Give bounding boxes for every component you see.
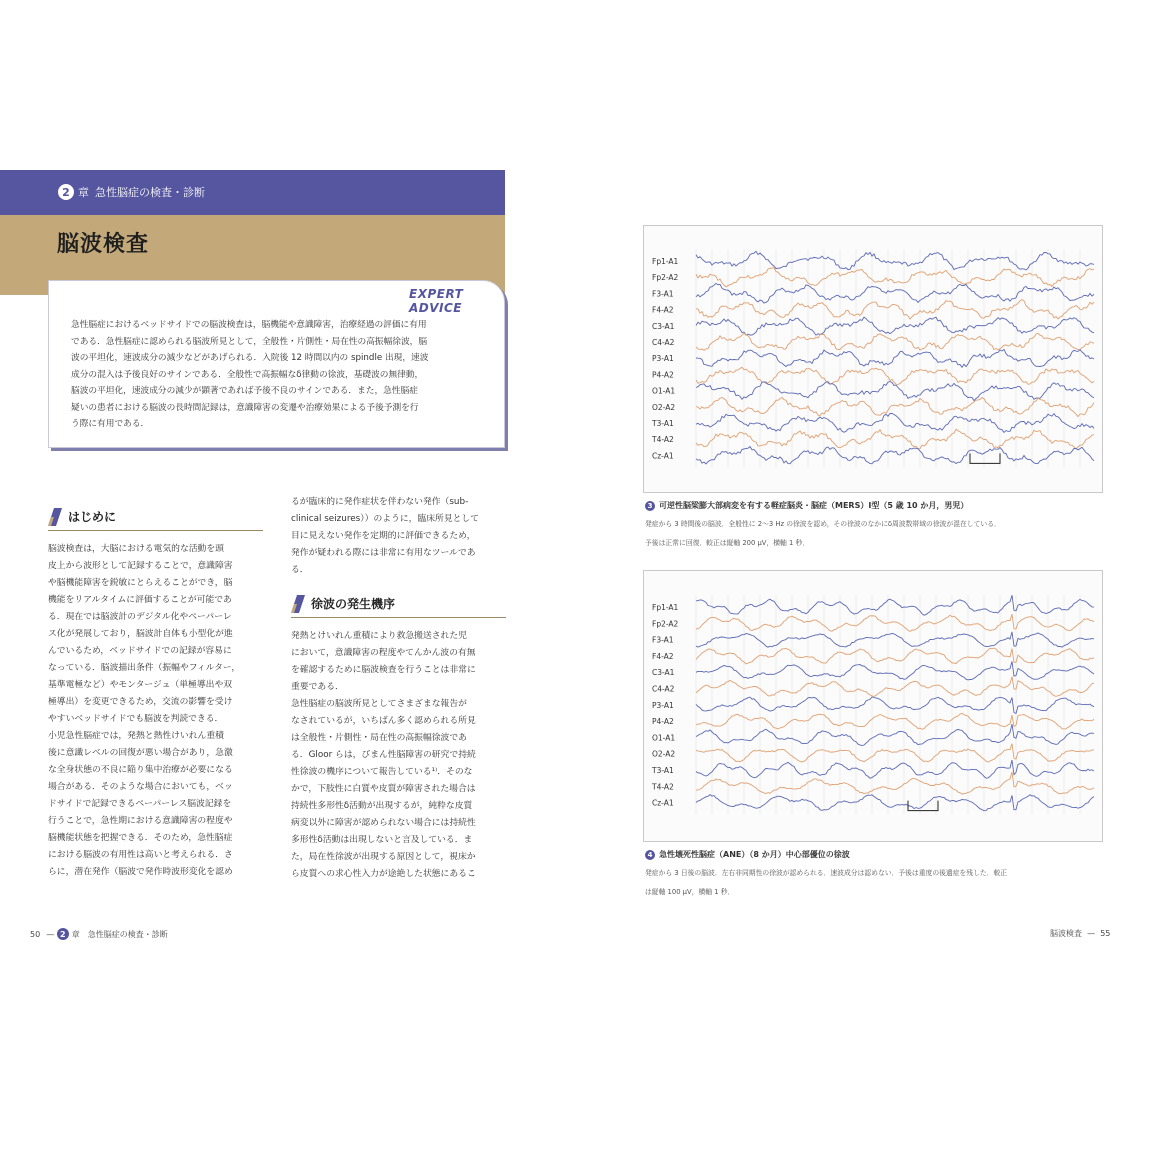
eeg-trace xyxy=(696,724,1094,745)
body-line: らに，潜在発作（脳波で発作時波形変化を認め xyxy=(48,867,233,877)
channel-label: T3-A1 xyxy=(652,419,674,428)
figure-caption-text xyxy=(645,867,1105,898)
advice-line: である．急性脳症に認められる脳波所見として，全般性・片側性・局在性の高振幅徐波，脳 xyxy=(71,336,428,347)
channel-label: F3-A1 xyxy=(652,289,674,299)
chapter-band xyxy=(0,170,505,215)
channel-label: Cz-A1 xyxy=(652,451,674,461)
body-line: を確認するために脳波検査を行うことは非常に xyxy=(291,665,476,675)
footer-right: 脳波検査 — 55 xyxy=(1050,929,1111,938)
expert-advice-box xyxy=(48,280,505,448)
channel-label: F4-A2 xyxy=(652,305,674,315)
eeg-trace xyxy=(696,713,1094,729)
advice-line: 急性脳症におけるベッドサイドでの脳波検査は，脳機能や意識障害，治療経過の評価に有用 xyxy=(71,320,427,330)
eeg-trace xyxy=(696,595,1094,615)
figure-caption-1 xyxy=(645,500,1105,555)
body-line: 急性脳症の脳波所見としてさまざまな報告が xyxy=(291,699,467,709)
advice-line: 波の平坦化，速波成分の減少などがあげられる．入院後 12 時間以内の spindle 出現，速波 xyxy=(71,353,429,363)
body-line: る． xyxy=(291,565,309,575)
body-line: における脳波の有用性は高いと考えられる．さ xyxy=(48,850,233,860)
channel-label: F3-A1 xyxy=(652,635,674,645)
eeg-trace xyxy=(696,300,1094,319)
figure-caption-title: 可逆性脳梁膨大部病変を有する軽症脳炎・脳症（MERS）Ⅰ型（5 歳 10 か月，男児） xyxy=(659,501,969,510)
footer-section-label: 脳波検査 xyxy=(1050,929,1082,938)
left-column xyxy=(48,504,263,881)
eeg-trace xyxy=(696,760,1094,778)
eeg-trace xyxy=(696,398,1094,417)
eeg-trace xyxy=(696,382,1094,401)
channel-label: P3-A1 xyxy=(652,354,674,364)
body-line: た，局在性徐波が出現する原因として，視床か xyxy=(291,852,476,862)
channel-label: P4-A2 xyxy=(652,370,674,380)
body-line: 小児急性脳症では，発熱と熱性けいれん重積 xyxy=(48,731,224,741)
section-marker-icon xyxy=(48,508,62,526)
channel-label: O2-A2 xyxy=(652,402,676,412)
body-line: 発作が疑われる際には非常に有用なツールであ xyxy=(291,548,476,558)
channel-label: C3-A1 xyxy=(652,321,675,331)
body-line: 場合がある．そのような場合においても，ベッ xyxy=(48,782,233,792)
caption-line: 予後は正常に回復．較正は縦軸 200 μV，横軸 1 秒． xyxy=(645,538,810,547)
eeg-trace xyxy=(696,317,1094,335)
channel-label: C4-A2 xyxy=(652,338,675,347)
eeg-trace xyxy=(696,349,1094,367)
body-line: るが臨床的に発作症状を伴わない発作（sub- xyxy=(291,497,469,507)
right-column-continuation xyxy=(291,494,506,579)
body-line: かで，下肢性に白質や皮質が障害された場合は xyxy=(291,784,476,794)
channel-label: Fp2-A2 xyxy=(652,619,679,629)
eeg-trace xyxy=(696,447,1094,464)
eeg-trace xyxy=(696,333,1094,350)
body-line: なされているが，いちばん多く認められる所見 xyxy=(291,716,476,726)
body-line: 目に見えない発作を定期的に評価できるため， xyxy=(291,531,476,541)
footer-chapter-badge: 2 xyxy=(57,928,69,940)
channel-label: O2-A2 xyxy=(652,749,676,759)
channel-label: Cz-A1 xyxy=(652,798,674,808)
right-column-body xyxy=(291,628,506,883)
caption-line: は縦軸 100 μV，横軸 1 秒． xyxy=(645,887,735,896)
eeg-traces-1 xyxy=(644,226,1102,492)
body-line: 脳機能状態を把握できる．そのため，急性脳症 xyxy=(48,833,233,843)
channel-label: P4-A2 xyxy=(652,717,674,727)
body-line: 基準電極など）やモンタージュ（単極導出や双 xyxy=(48,680,233,690)
eeg-trace xyxy=(696,413,1094,432)
channel-label: T4-A2 xyxy=(652,782,674,792)
body-line: なっている．脳波描出条件（振幅やフィルター， xyxy=(48,663,241,673)
advice-line: 疑いの患者における脳波の長時間記録は，意識障害の変遷や治療効果による予後予測を行 xyxy=(71,402,419,413)
section-heading-slow-wave xyxy=(291,591,506,618)
body-line: は全般性・片側性・局在性の高振幅徐波であ xyxy=(291,733,467,743)
body-line: 発熱とけいれん重積により救急搬送された児 xyxy=(291,631,467,641)
body-line: 持続性多形性δ活動が出現するが，純粋な皮質 xyxy=(291,801,473,811)
body-line: や脳機能障害を鋭敏にとらえることができ，脳 xyxy=(48,578,233,588)
body-line: において，意識障害の程度やてんかん波の有無 xyxy=(291,648,476,658)
body-line: 重要である． xyxy=(291,682,344,692)
channel-label: P3-A1 xyxy=(652,700,674,710)
right-column xyxy=(291,494,506,883)
body-line: ドサイドで記録できるペーパーレス脳波記録を xyxy=(48,799,232,809)
channel-label: T3-A1 xyxy=(652,766,674,775)
eeg-trace xyxy=(696,697,1094,714)
calibration-bar xyxy=(970,453,1000,463)
eeg-trace xyxy=(696,367,1094,384)
body-line: 極導出）を変更できるため，交流の影響を受け xyxy=(48,697,233,707)
body-line: 皮上から波形として記録することで，意識障害 xyxy=(48,561,233,571)
body-line: 行うことで，急性期における意識障害の程度や xyxy=(48,816,233,826)
channel-label: Fp1-A1 xyxy=(652,603,679,612)
advice-line: う際に有用である． xyxy=(71,419,150,429)
eeg-trace xyxy=(696,429,1094,449)
chapter-number-badge: 2 xyxy=(58,184,74,200)
eeg-trace xyxy=(696,614,1094,631)
body-line: 機能をリアルタイムに評価することが可能であ xyxy=(48,595,232,605)
eeg-trace xyxy=(696,648,1094,664)
body-line: ス化が発展しており，脳波計自体も小型化が進 xyxy=(48,629,233,639)
advice-line: 脳波の平坦化，速波成分の減少が顕著であれば予後不良のサインである．また，急性脳症 xyxy=(71,386,418,396)
eeg-traces-2 xyxy=(644,571,1102,841)
eeg-trace xyxy=(696,268,1094,287)
advice-line: 成分の混入は予後良好のサインである．全般性で高振幅なδ律動の徐波，基礎波の無律動， xyxy=(71,369,424,380)
channel-label: C3-A1 xyxy=(652,668,675,678)
section-heading-intro xyxy=(48,504,263,531)
caption-line: 発症から 3 日後の脳波．左右非同期性の徐波が認められる．速波成分は認めない．予後は重度の後遺症を残した．較正 xyxy=(645,868,1008,877)
eeg-trace xyxy=(696,744,1094,762)
caption-line: 発症から 3 時間後の脳波．全般性に 2～3 Hz の徐波を認め，その徐波のなかにδ周波数帯域の徐波が混在している． xyxy=(645,519,1001,528)
body-line: 多形性δ活動は出現しないと言及している．ま xyxy=(291,835,473,845)
channel-label: Fp2-A2 xyxy=(652,273,679,283)
footer-left: 50 — 2 章 急性脳症の検査・診断 xyxy=(30,929,168,939)
page-number-left: 50 xyxy=(30,929,41,939)
page-title: 脳波検査 xyxy=(57,232,150,257)
channel-label: T4-A2 xyxy=(652,435,674,445)
body-line: ら皮質への求心性入力が途絶した状態にあるこ xyxy=(291,869,476,879)
figure-number-badge: 4 xyxy=(645,850,655,860)
body-line: る．現在では脳波計のデジタル化やペーパーレ xyxy=(48,612,232,622)
eeg-trace xyxy=(696,283,1094,303)
page-number-right: 55 xyxy=(1100,929,1111,938)
expert-advice-text xyxy=(71,317,491,433)
section-title: 徐波の発生機序 xyxy=(311,596,396,611)
body-line: んでいるため，ベッドサイドでの記録が容易に xyxy=(48,646,232,656)
body-line: やすいベッドサイドでも脳波を判読できる． xyxy=(48,714,224,724)
body-line: 脳波検査は，大脳における電気的な活動を頭 xyxy=(48,544,224,554)
body-line: 後に意識レベルの回復が悪い場合があり，急激 xyxy=(48,748,233,758)
footer-chapter-label: 章 急性脳症の検査・診断 xyxy=(71,929,168,939)
chapter-heading xyxy=(58,184,205,200)
channel-label: Fp1-A1 xyxy=(652,257,679,266)
body-line: 病変以外に障害が認められない場合には持続性 xyxy=(291,818,476,828)
expert-advice-tag: EXPERT ADVICE xyxy=(409,287,464,315)
section-title: はじめに xyxy=(68,509,117,524)
channel-label: C4-A2 xyxy=(652,684,675,694)
eeg-figure-2 xyxy=(643,570,1103,842)
eeg-trace xyxy=(696,661,1094,680)
left-column-body xyxy=(48,541,263,881)
figure-caption-2 xyxy=(645,849,1105,904)
figure-caption-title: 急性壊死性脳症（ANE）（8 か月）中心部優位の徐波 xyxy=(659,850,850,859)
body-line: な全身状態の不良に陥り集中治療が必要になる xyxy=(48,765,233,775)
body-line: 性徐波の機序について報告している¹⁾．そのな xyxy=(291,767,473,777)
channel-label: F4-A2 xyxy=(652,651,674,661)
chapter-mark: 章 xyxy=(78,186,89,199)
section-marker-icon xyxy=(291,595,305,613)
eeg-figure-1 xyxy=(643,225,1103,493)
chapter-title: 急性脳症の検査・診断 xyxy=(95,186,205,199)
channel-label: O1-A1 xyxy=(652,386,676,396)
body-line: る．Gloor らは，びまん性脳障害の研究で持続 xyxy=(291,750,476,760)
figure-caption-text xyxy=(645,518,1105,549)
channel-label: O1-A1 xyxy=(652,733,676,743)
eeg-trace xyxy=(696,795,1094,811)
eeg-trace xyxy=(696,632,1094,647)
body-line: clinical seizures））のように，臨床所見として xyxy=(291,514,480,524)
figure-number-badge: 3 xyxy=(645,501,655,511)
eeg-trace xyxy=(696,251,1094,270)
